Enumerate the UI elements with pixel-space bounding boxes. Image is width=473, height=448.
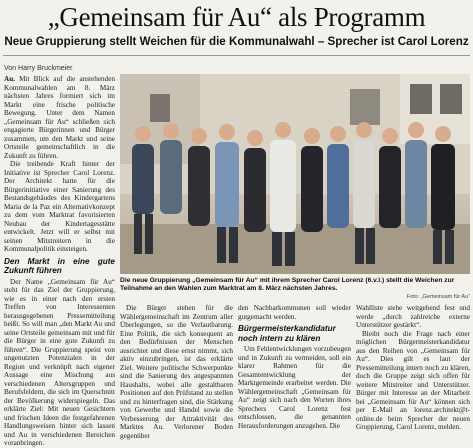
photo-caption: Die neue Gruppierung „Gemeinsam für Au“ mit ihrem Sprecher Carol Lorenz (6.v.l.) stellt die Weichen zur Teilnahme an den Wahlen zum Marktrat am 8. März nächsten Jahres. xyxy=(120,277,455,293)
column-2 xyxy=(120,304,233,438)
column-3 xyxy=(238,304,351,438)
paragraph: Bleibt noch die Frage nach einer möglichen Bürgermeisterkandidatur aus den Reihen von „Gemeinsam für Au“. Dies gilt es laut der Pressemitteilung intern noch zu klären, doch die Gruppe zeigt sich offen für weitere Mitstreiter und Unterstützer. Bürger mit Interesse an der Mitarbeit bei „Gemeinsam für Au“ können sich per E-Mail an lorenz.architekt@t-online.de beim Sprecher der neuen Gruppierung, Carol Lorenz, melden. xyxy=(356,329,470,431)
dateline: Au. xyxy=(4,75,15,83)
photo-credit: Foto: „Gemeinsam für Au“ xyxy=(406,294,470,300)
paragraph: Die treibende Kraft hinter der Initiative ist Sprecher Carol Lorenz. Der Architekt hatte für die Bürgerinitiative einer Sanierung des Bestandsgebäudes des Kindergartens Maria de la Paz ein Alternativkonzept zu dem vom Marktrat favorisierten Neubau der Kindertagesstätte entwickelt. Jetzt will er selbst mit seinen Mitstreitern in die Kommunalpolitik einsteigen. xyxy=(4,160,115,253)
group-photo-image xyxy=(120,74,470,274)
byline: Von Harry Bruckmeier xyxy=(4,65,73,72)
headline: „Gemeinsam für Au“ als Programm xyxy=(47,2,426,32)
section-heading: Den Markt in eine gute Zukunft führen xyxy=(4,256,115,275)
paragraph: den Nachbarkommunen soll wieder gutgemacht werden. xyxy=(238,304,351,321)
section-heading: Bürgermeisterkandidatur noch intern zu klären xyxy=(238,324,336,343)
column-4 xyxy=(356,304,470,438)
paragraph: Wahlliste stehe weitgehend fest und werde „durch zahlreiche externe Unterstützer gestärkt“. xyxy=(356,304,470,329)
paragraph: Die Bürger stehen für die Wählergemeinschaft im Zentrum aller Überlegungen, so die Verlautbarung. Eine Politik, die sich konsequent an den Bedürfnissen der Menschen ausrichtet und diese ernst nimmt, sich aktiv einzubringen, ist das erklärte Ziel. Weitere politische Schwerpunkte sind die Sanierung des angespannten Haushalts, wobei alle gestaltbaren Positionen auf den Prüfstand zu stellen und zu hinterfragen sind, die Stärkung von Gewerbe und Handel sowie die Verbesserung der Attraktivität des Marktes Au. Verlorener Boden gegenüber xyxy=(120,304,233,440)
paragraph: Um Fehlentwicklungen vorzubeugen und in Zukunft zu vermeiden, soll ein klarer Rahmen für die Gesamtentwicklung der Marktgemeinde erarbeitet werden. Die Wählergemeinschaft „Gemeinsam für Au“ zeigt sich nach den Worten ihres Sprechers Carol Lorenz fest entschlossen, die genannten Herausforderungen anzugehen. Die xyxy=(238,345,351,430)
paragraph: Mit Blick auf die anstehenden Kommunalwahlen am 8. März nächsten Jahres formiert sich im Markt eine frische politische Bewegung. Unter dem Namen „Gemeinsam für Au“ schließen sich engagierte Bürgerinnen und Bürger zusammen, um den Markt und seine Ortsteile gemeinschaftlich in die Zukunft zu führen. xyxy=(4,75,115,160)
paragraph: Der Name „Gemeinsam für Au“ steht für das Ziel der Gruppierung, wie es in einer nach den ersten Treffen von Interessenten herausgegebenen Pressemitteilung heißt. So will man „den Markt Au und seine Ortsteile gemeinsam mit und für die Bürger in eine gute Zukunft zu führen“. Die Gruppierung speist von ungenutzten Potenzialen in der Region und verknüpft nach eigener Aussage eine Mischung aus verschiedenen Altersgruppen und Berufsfeldern, die sich im Querschnitt der Bevölkerung widerspiegeln. Das erklärte Ziel: Mit neuen Gesichtern und frischen Ideen die festgefahrenen Handlungsweisen hinter sich lassen und Au in verschiedenen Bereichen voranbringen. xyxy=(4,277,115,447)
group-photo xyxy=(120,74,470,274)
subheadline: Neue Gruppierung stellt Weichen für die Kommunalwahl – Sprecher ist Carol Lorenz xyxy=(4,35,469,48)
column-1 xyxy=(4,75,115,447)
divider xyxy=(3,55,470,56)
